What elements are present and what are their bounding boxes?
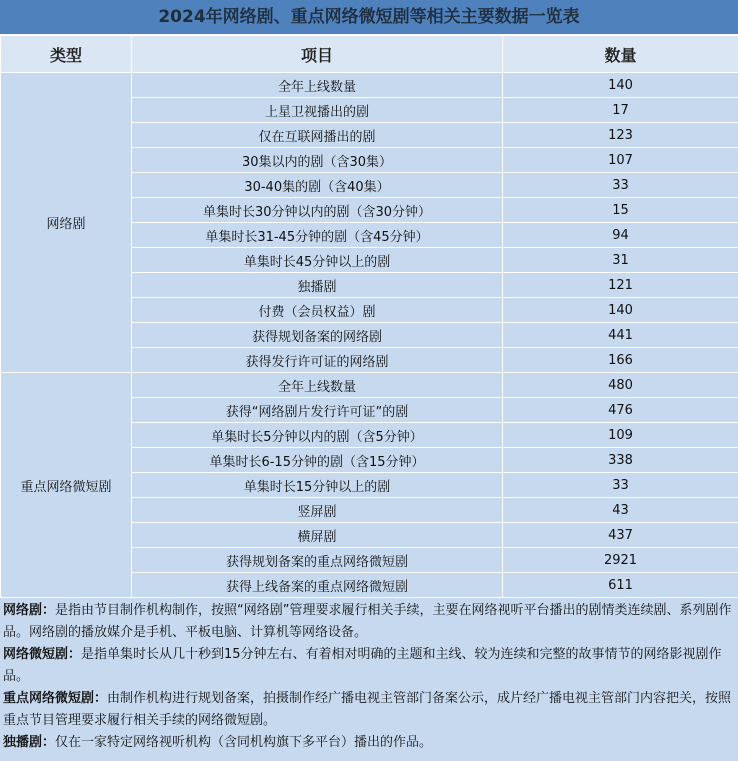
data-table bbox=[0, 35, 738, 598]
count-cell: 109 bbox=[503, 423, 738, 448]
type-cell: 网络剧 bbox=[1, 73, 132, 373]
note-text: 是指由节目制作机构制作，按照“网络剧”管理要求履行相关手续，主要在网络视听平台播出的剧情类连续剧、系列剧作品。网络剧的播放媒介是手机、平板电脑、计算机等网络设备。 bbox=[3, 603, 732, 640]
count-cell: 140 bbox=[503, 298, 738, 323]
count-cell: 166 bbox=[503, 348, 738, 373]
item-cell: 获得“网络剧片发行许可证”的剧 bbox=[132, 398, 503, 423]
note-paragraph bbox=[3, 688, 735, 732]
item-cell: 竖屏剧 bbox=[132, 498, 503, 523]
note-paragraph bbox=[3, 600, 735, 644]
item-cell: 单集时长6-15分钟的剧（含15分钟） bbox=[132, 448, 503, 473]
count-cell: 17 bbox=[503, 98, 738, 123]
note-term: 重点网络微短剧： bbox=[3, 691, 108, 706]
item-cell: 单集时长5分钟以内的剧（含5分钟） bbox=[132, 423, 503, 448]
definition-notes bbox=[0, 598, 738, 754]
table-row bbox=[1, 373, 738, 398]
header-type: 类型 bbox=[1, 36, 132, 73]
header-item: 项目 bbox=[132, 36, 503, 73]
count-cell: 441 bbox=[503, 323, 738, 348]
note-text: 是指单集时长从几十秒到15分钟左右、有着相对明确的主题和主线、较为连续和完整的故事情节的网络影视剧作品。 bbox=[3, 647, 722, 684]
table-body bbox=[1, 73, 738, 598]
item-cell: 横屏剧 bbox=[132, 523, 503, 548]
note-paragraph bbox=[3, 732, 735, 754]
item-cell: 单集时长45分钟以上的剧 bbox=[132, 248, 503, 273]
item-cell: 30-40集的剧（含40集） bbox=[132, 173, 503, 198]
count-cell: 123 bbox=[503, 123, 738, 148]
item-cell: 付费（会员权益）剧 bbox=[132, 298, 503, 323]
item-cell: 上星卫视播出的剧 bbox=[132, 98, 503, 123]
item-cell: 获得上线备案的重点网络微短剧 bbox=[132, 573, 503, 598]
item-cell: 单集时长30分钟以内的剧（含30分钟） bbox=[132, 198, 503, 223]
count-cell: 480 bbox=[503, 373, 738, 398]
count-cell: 107 bbox=[503, 148, 738, 173]
count-cell: 437 bbox=[503, 523, 738, 548]
item-cell: 获得发行许可证的网络剧 bbox=[132, 348, 503, 373]
item-cell: 获得规划备案的网络剧 bbox=[132, 323, 503, 348]
item-cell: 30集以内的剧（含30集） bbox=[132, 148, 503, 173]
count-cell: 43 bbox=[503, 498, 738, 523]
table-title: 2024年网络剧、重点网络微短剧等相关主要数据一览表 bbox=[0, 0, 738, 35]
count-cell: 33 bbox=[503, 173, 738, 198]
note-text: 仅在一家特定网络视听机构（含同机构旗下多平台）播出的作品。 bbox=[55, 735, 433, 750]
count-cell: 15 bbox=[503, 198, 738, 223]
count-cell: 31 bbox=[503, 248, 738, 273]
count-cell: 33 bbox=[503, 473, 738, 498]
note-term: 网络微短剧： bbox=[3, 647, 82, 662]
item-cell: 仅在互联网播出的剧 bbox=[132, 123, 503, 148]
item-cell: 全年上线数量 bbox=[132, 373, 503, 398]
count-cell: 94 bbox=[503, 223, 738, 248]
header-count: 数量 bbox=[503, 36, 738, 73]
item-cell: 全年上线数量 bbox=[132, 73, 503, 98]
note-term: 网络剧： bbox=[3, 603, 56, 618]
note-text: 由制作机构进行规划备案，拍摄制作经广播电视主管部门备案公示，成片经广播电视主管部门内容把关，按照重点节目管理要求履行相关手续的网络微短剧。 bbox=[3, 691, 732, 728]
count-cell: 121 bbox=[503, 273, 738, 298]
count-cell: 476 bbox=[503, 398, 738, 423]
item-cell: 独播剧 bbox=[132, 273, 503, 298]
note-paragraph bbox=[3, 644, 735, 688]
note-term: 独播剧： bbox=[3, 735, 56, 750]
table-row bbox=[1, 73, 738, 98]
count-cell: 140 bbox=[503, 73, 738, 98]
count-cell: 338 bbox=[503, 448, 738, 473]
header-row bbox=[1, 36, 738, 73]
item-cell: 获得规划备案的重点网络微短剧 bbox=[132, 548, 503, 573]
count-cell: 611 bbox=[503, 573, 738, 598]
count-cell: 2921 bbox=[503, 548, 738, 573]
item-cell: 单集时长15分钟以上的剧 bbox=[132, 473, 503, 498]
type-cell: 重点网络微短剧 bbox=[1, 373, 132, 598]
item-cell: 单集时长31-45分钟的剧（含45分钟） bbox=[132, 223, 503, 248]
